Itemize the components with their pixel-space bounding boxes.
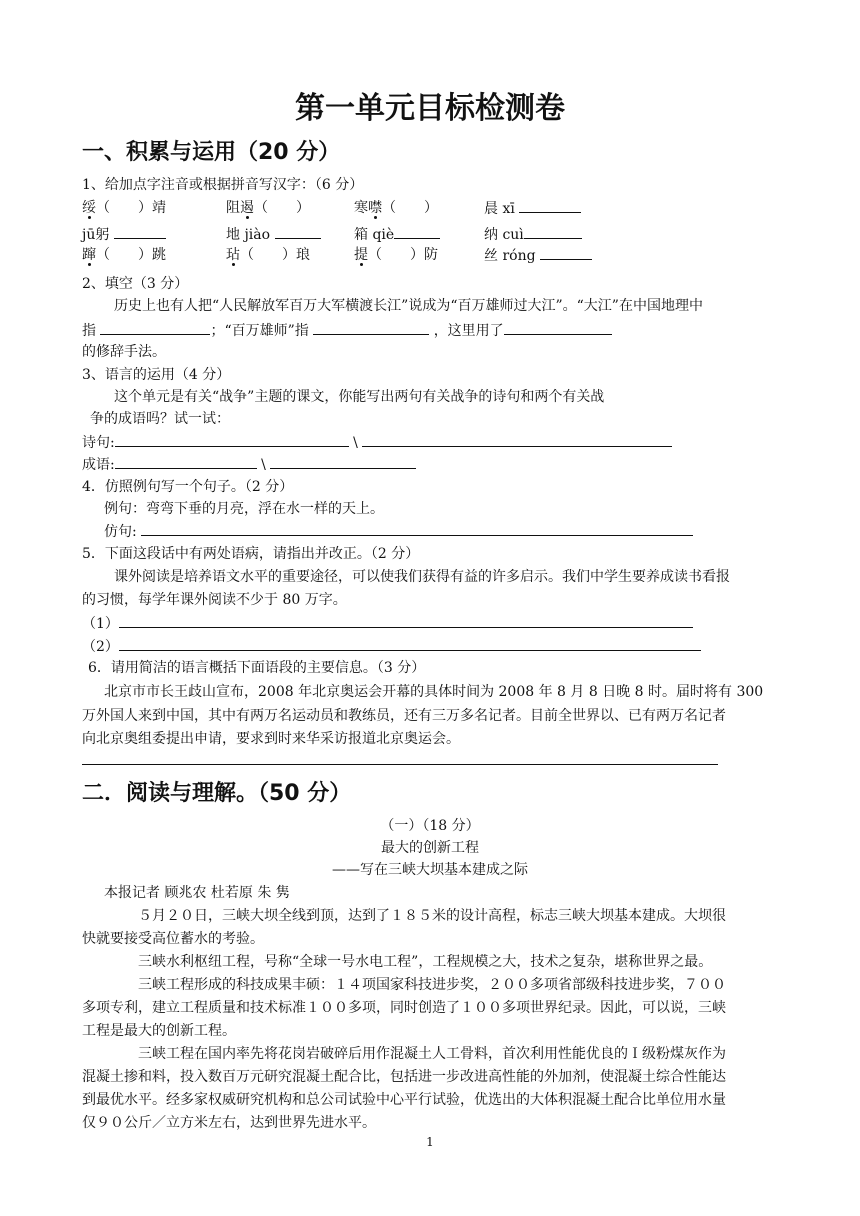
q1-r1-a-text: （ ）靖: [96, 200, 166, 216]
section-1-heading: 一、积累与运用（20 分）: [82, 140, 341, 165]
answer-blank[interactable]: [270, 454, 416, 469]
q6-para-1: 北京市市长王歧山宣布，2008 年北京奥运会开幕的具体时间为 2008 年 8 月 8 日晚 8 时。届时将有 300: [104, 684, 764, 700]
q1-r1-c-text: （ ）: [382, 200, 438, 216]
dotted-char: 玷: [226, 247, 240, 263]
q2-para-3: 的修辞手法。: [82, 344, 166, 360]
q1-r3-b: [226, 245, 310, 265]
q1-r1-b-pre: 阻: [226, 200, 240, 216]
q3-idiom-line: [82, 454, 416, 475]
q2-text-a: 指: [82, 323, 96, 339]
dotted-char: 遏: [240, 200, 254, 216]
poem-label: 诗句:: [82, 435, 115, 451]
q1-r3-b-text: （ ）琅: [240, 247, 310, 263]
q4-title: 4．仿照例句写一个句子。（2 分）: [82, 479, 294, 495]
q1-r1-c: [354, 198, 438, 218]
q1-r2-d: [484, 224, 582, 245]
answer-blank[interactable]: [313, 320, 429, 335]
article-p1a: ５月２０日，三峡大坝全线到顶，达到了１８５米的设计高程，标志三峡大坝基本建成。大坝很: [138, 908, 726, 924]
q1-r2-a: [82, 224, 166, 245]
q6-title: 6．请用简洁的语言概括下面语段的主要信息。（3 分）: [88, 660, 426, 676]
q2-title: 2、填空（3 分）: [82, 276, 189, 292]
answer-blank[interactable]: [141, 521, 693, 536]
q1-r1-d-text: 晨 xī: [484, 201, 515, 217]
dotted-char: 提: [354, 247, 368, 263]
article-title: 最大的创新工程: [381, 840, 479, 856]
q5-answer-1: [82, 613, 693, 634]
answer-1-label: （1）: [82, 616, 119, 632]
article-p3b: 多项专利，建立工程质量和技术标准１００多项，同时创造了１００多项世界纪录。因此，可以说，三峡: [82, 1000, 726, 1016]
q2-text-b: ；“百万雄师”指: [210, 323, 309, 339]
q6-answer-line[interactable]: [82, 764, 718, 765]
q1-r3-a: [82, 245, 166, 265]
q1-r3-d-text: 丝 róng: [484, 248, 536, 264]
article-p4a: 三峡工程在国内率先将花岗岩破碎后用作混凝土人工骨料，首次利用性能优良的Ｉ级粉煤灰作为: [138, 1046, 726, 1062]
q1-r2-a-text: jū躬: [82, 227, 110, 243]
q1-r3-d: [484, 245, 592, 266]
reading-part-label: （一）（18 分）: [380, 818, 480, 834]
answer-blank[interactable]: [119, 636, 701, 651]
article-p3a: 三峡工程形成的科技成果丰硕：１４项国家科技进步奖，２００多项省部级科技进步奖，７００: [138, 977, 726, 993]
q6-para-2: 万外国人来到中国，其中有两万名运动员和教练员，还有三万多名记者。目前全世界以、已有两万名记者: [82, 708, 726, 724]
article-p3c: 工程是最大的创新工程。: [82, 1023, 236, 1039]
q6-para-3: 向北京奥组委提出申请，要求到时来华采访报道北京奥运会。: [82, 731, 460, 747]
dotted-char: 噤: [368, 200, 382, 216]
section-2-heading: 二．阅读与理解。（50 分）: [82, 781, 352, 806]
q1-title: 1、给加点字注音或根据拼音写汉字：（6 分）: [82, 177, 364, 193]
answer-2-label: （2）: [82, 639, 119, 655]
q1-r3-c: [354, 245, 438, 265]
q5-para-2: 的习惯，每学年课外阅读不少于 80 万字。: [82, 592, 347, 608]
q1-r1-a: [82, 198, 166, 218]
q1-r3-c-text: （ ）防: [368, 247, 438, 263]
separator: \: [353, 435, 358, 451]
idiom-label: 成语:: [82, 457, 115, 473]
answer-blank[interactable]: [394, 224, 440, 239]
dotted-char: 蹿: [82, 247, 96, 263]
q1-r1-c-pre: 寒: [354, 200, 368, 216]
article-byline: 本报记者 顾兆农 杜若原 朱 隽: [104, 885, 290, 901]
answer-blank[interactable]: [519, 198, 581, 213]
q1-r2-b-text: 地 jiào: [226, 227, 271, 243]
q4-imitate: [104, 521, 693, 542]
q5-para-1: 课外阅读是培养语文水平的重要途径，可以使我们获得有益的许多启示。我们中学生要养成读书看报: [114, 569, 730, 585]
q1-r2-d-text: 纳 cuì: [484, 227, 524, 243]
q1-r1-b: [226, 198, 310, 218]
imitate-label: 仿句:: [104, 524, 137, 540]
answer-blank[interactable]: [119, 613, 693, 628]
article-subtitle: ——写在三峡大坝基本建成之际: [332, 862, 528, 878]
article-p1b: 快就要接受高位蓄水的考验。: [82, 931, 264, 947]
q2-text-c: ，这里用了: [433, 323, 504, 339]
separator: \: [261, 457, 266, 473]
q3-title: 3、语言的运用（4 分）: [82, 367, 231, 383]
q1-r3-a-text: （ ）跳: [96, 247, 166, 263]
answer-blank[interactable]: [115, 454, 257, 469]
q2-para-1: 历史上也有人把“人民解放军百万大军横渡长江”说成为“百万雄师过大江”。“大江”在中国地理中: [114, 298, 703, 314]
article-p2: 三峡水利枢纽工程，号称“全球一号水电工程”，工程规模之大，技术之复杂，堪称世界之最。: [138, 954, 713, 970]
answer-blank[interactable]: [362, 432, 672, 447]
article-p4c: 到最优水平。经多家权威研究机构和总公司试验中心平行试验，优选出的大体积混凝土配合比单位用水量: [82, 1092, 726, 1108]
q3-para-2: 争的成语吗？试一试：: [90, 411, 230, 427]
q5-answer-2: [82, 636, 701, 657]
q3-para-1: 这个单元是有关“战争”主题的课文，你能写出两句有关战争的诗句和两个有关战: [114, 389, 605, 405]
article-p4b: 混凝土掺和料，投入数百万元研究混凝土配合比，包括进一步改进高性能的外加剂，使混凝土综合性能达: [82, 1069, 726, 1085]
doc-title: 第一单元目标检测卷: [295, 91, 565, 126]
q1-r2-b: [226, 224, 321, 245]
article-p4d: 仅９０公斤／立方米左右，达到世界先进水平。: [82, 1115, 376, 1131]
q4-example: 例句：弯弯下垂的月亮，浮在水一样的天上。: [104, 501, 384, 517]
answer-blank[interactable]: [524, 224, 582, 239]
answer-blank[interactable]: [115, 432, 349, 447]
q1-r2-c-text: 箱 qiè: [354, 227, 395, 243]
q3-poem-line: [82, 432, 672, 453]
answer-blank[interactable]: [275, 224, 321, 239]
q1-r2-c: [354, 224, 440, 245]
page-number: 1: [426, 1135, 434, 1149]
dotted-char: 绥: [82, 200, 96, 216]
q1-r1-b-text: （ ）: [254, 200, 310, 216]
answer-blank[interactable]: [504, 320, 612, 335]
q1-r1-d: [484, 198, 581, 219]
q2-para-2: [82, 320, 612, 341]
answer-blank[interactable]: [114, 224, 166, 239]
q5-title: 5．下面这段话中有两处语病，请指出并改正。（2 分）: [82, 546, 420, 562]
answer-blank[interactable]: [100, 320, 210, 335]
answer-blank[interactable]: [540, 245, 592, 260]
